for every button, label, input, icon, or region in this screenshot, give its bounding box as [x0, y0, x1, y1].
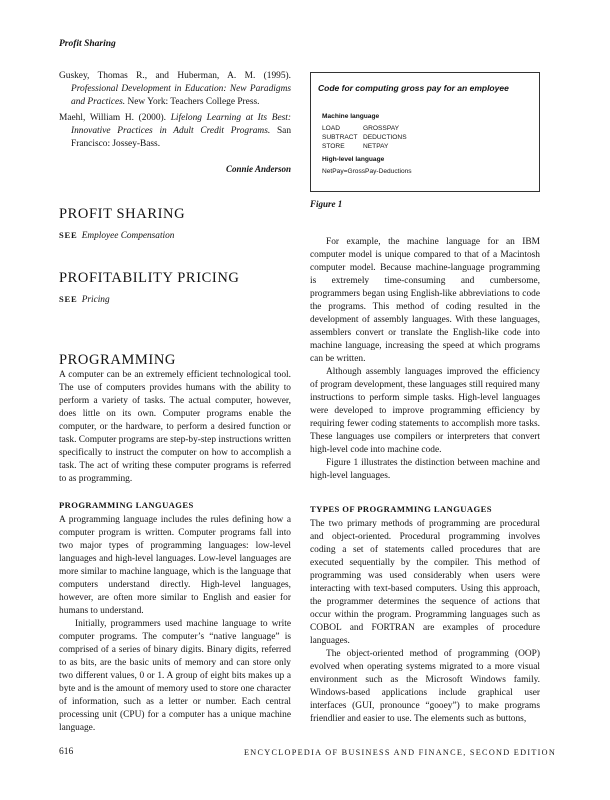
entry-profitability-pricing	[59, 269, 259, 307]
code-op: SUBTRACT	[322, 134, 358, 141]
paragraph: The object-oriented method of programming (OOP) evolved when operating systems migrated to a more visual environment such as the Microsoft Windows family. Windows-based applications include graphical user interfaces (GUI, pronounce “gooey”) to make programs friendlier and easier to use. The elements such as buttons,	[310, 649, 540, 724]
reference-publisher: San Francisco: Jossey-Bass.	[71, 126, 292, 149]
see-link[interactable]: Employee Compensation	[81, 231, 175, 241]
paragraph: Although assembly languages improved the efficiency of program development, these languages still required many instructions to perform simple tasks. High-level languages were developed to improve programming efficiency by requiring fewer coding statements to accomplish more tasks. These languages use compilers or interpreters that convert high-level code into machine code.	[310, 367, 540, 455]
book-title: ENCYCLOPEDIA OF BUSINESS AND FINANCE, SECOND EDITION	[244, 748, 557, 757]
reference-publisher: New York: Teachers College Press.	[125, 97, 260, 107]
see-label: SEE	[59, 230, 78, 240]
code-op: LOAD	[322, 125, 340, 132]
see-reference	[59, 229, 291, 243]
high-level-language-label: High-level language	[322, 156, 385, 163]
entry-title: PROGRAMMING	[59, 352, 176, 368]
reference	[59, 112, 291, 151]
paragraph: Initially, programmers used machine language to write computer programs. The computer’s “native language” is comprised of a series of binary digits. Binary digits, referred to as bits, are the basic units of memory and can store only two different values, 0 or 1. A group of eight bits makes up a byte and is the amount of memory used to store one character of information, such as a letter or number. Each central processing unit (CPU) for a computer has a unique machine language.	[59, 619, 291, 733]
paragraph: A programming language includes the rules defining how a computer program is written. Computer programs fall into two major types of programming languages: low-level languages and high-level languages. Low-level languages are more similar to machine language, which is the language that computers understand directly. High-level languages, however, are often more similar to English and easier for humans to understand.	[59, 515, 291, 616]
reference-author: Maehl, William H. (2000).	[59, 113, 171, 123]
author-signature: Connie Anderson	[226, 164, 291, 174]
running-head: Profit Sharing	[59, 39, 116, 49]
section-types-of-programming-languages	[310, 503, 540, 726]
figure-caption: Figure 1	[310, 199, 343, 209]
entry-programming	[59, 351, 291, 486]
figure-box	[310, 72, 540, 192]
high-level-code: NetPay=GrossPay-Deductions	[322, 168, 412, 175]
machine-language-label: Machine language	[322, 113, 380, 120]
code-line	[322, 133, 407, 142]
page-number: 616	[59, 747, 74, 757]
entry-title: PROFIT SHARING	[59, 206, 186, 222]
see-label: SEE	[59, 294, 78, 304]
left-column	[59, 70, 291, 176]
entry-title: PROFITABILITY PRICING	[59, 270, 240, 286]
paragraph: For example, the machine language for an IBM computer model is unique compared to that of a Macintosh computer model. Because machine-language programming is extremely time-consuming and cumbersome, programmers began using English-like abbreviations to code the programs. This method of coding resulted in the development of assembly languages. With these languages, assemblers convert or translate the English-like code into machine language, increasing the speed at which programs can be written.	[310, 237, 540, 364]
reference	[59, 70, 291, 109]
section-heading: TYPES OF PROGRAMMING LANGUAGES	[310, 504, 492, 514]
machine-code	[322, 124, 407, 151]
figure-title: Code for computing gross pay for an employee	[318, 83, 509, 93]
code-arg: DEDUCTIONS	[363, 134, 407, 141]
section-programming-languages	[59, 499, 291, 735]
reference-title: Lifelong Learning at Its Best: Innovative Practices in Adult Credit Programs.	[71, 113, 292, 136]
code-arg: NETPAY	[363, 143, 389, 150]
code-op: STORE	[322, 143, 345, 150]
entry-profit-sharing	[59, 205, 291, 243]
code-line	[322, 142, 404, 151]
code-arg: GROSSPAY	[363, 125, 400, 132]
paragraph: The two primary methods of programming are procedural and object-oriented. Procedural programming involves coding a set of statements called procedures that are executed sequentially by the compiler. This method of programming was used considerably when users were interacting with text-based computers. Using this approach, the programmer determines the sequence of actions that occur within the program. Programming languages such as COBOL and FORTRAN are examples of procedure languages.	[310, 519, 540, 646]
reference-title: Professional Development in Education: New Paradigms and Practices.	[71, 84, 291, 107]
see-link[interactable]: Pricing	[81, 295, 110, 305]
paragraph: Figure 1 illustrates the distinction between machine and high-level languages.	[310, 458, 540, 481]
section-heading: PROGRAMMING LANGUAGES	[59, 500, 194, 510]
reference-author: Guskey, Thomas R., and Huberman, A. M. (1995).	[59, 71, 291, 81]
see-reference	[59, 293, 259, 307]
right-column-top	[310, 236, 540, 483]
code-line	[322, 124, 404, 133]
paragraph: A computer can be an extremely efficient technological tool. The use of computers provides humans with the ability to perform a variety of tasks. The actual computer, however, does little on its own. Computer programs enable the computer, or the hardware, to perform a desired function or task. Computer programs are step-by-step instructions written specifically to instruct the computer on how to accomplish a task. The act of writing these computer programs is referred to as programming.	[59, 370, 291, 484]
